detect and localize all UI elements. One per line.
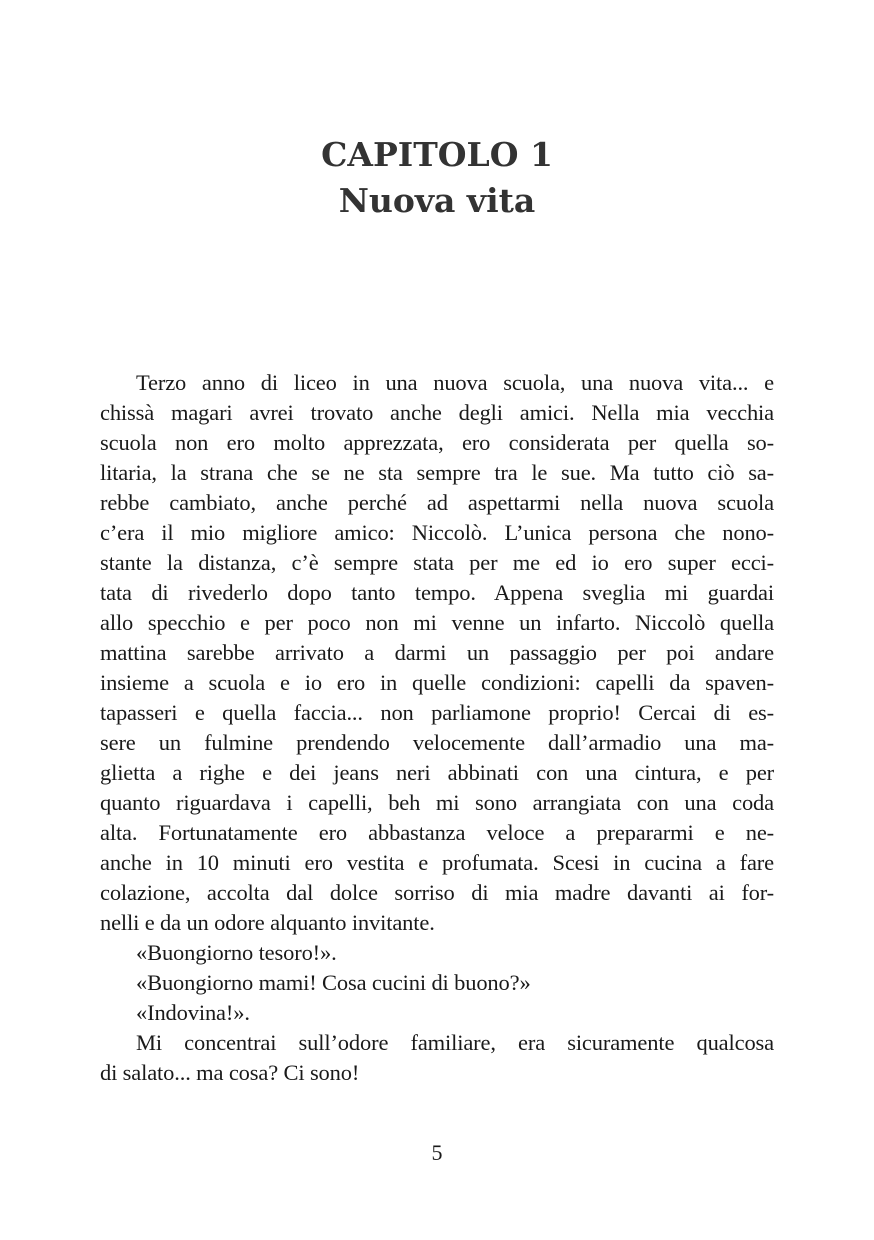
- text-line: Terzo anno di liceo in una nuova scuola, una nuova vita... e: [136, 370, 774, 395]
- text-line: Mi concentrai sull’odore familiare, era sicuramente qualcosa: [136, 1030, 774, 1055]
- text-line: glietta a righe e dei jeans neri abbinati con una cintura, e per: [100, 760, 774, 785]
- text-line: chissà magari avrei trovato anche degli amici. Nella mia vecchia: [100, 400, 774, 425]
- text-line: insieme a scuola e io ero in quelle condizioni: capelli da spaven-: [100, 670, 774, 695]
- text-line: quanto riguardava i capelli, beh mi sono arrangiata con una coda: [100, 790, 774, 815]
- text-line: mattina sarebbe arrivato a darmi un passaggio per poi andare: [100, 640, 774, 665]
- text-line: di salato... ma cosa? Ci sono!: [100, 1060, 360, 1085]
- dialogue-line: «Buongiorno mami! Cosa cucini di buono?»: [136, 970, 531, 995]
- text-line: colazione, accolta dal dolce sorriso di mia madre davanti ai for-: [100, 880, 774, 905]
- text-line: anche in 10 minuti ero vestita e profumata. Scesi in cucina a fare: [100, 850, 774, 875]
- text-line: stante la distanza, c’è sempre stata per me ed io ero super ecci-: [100, 550, 774, 575]
- text-line: litaria, la strana che se ne sta sempre tra le sue. Ma tutto ciò sa-: [100, 460, 774, 485]
- dialogue-line: «Buongiorno tesoro!».: [136, 940, 337, 965]
- text-line: tapasseri e quella faccia... non parliamone proprio! Cercai di es-: [100, 700, 774, 725]
- text-line: scuola non ero molto apprezzata, ero considerata per quella so-: [100, 430, 774, 455]
- chapter-label: CAPITOLO 1: [321, 135, 553, 174]
- text-line: allo specchio e per poco non mi venne un infarto. Niccolò quella: [100, 610, 774, 635]
- body-text: [100, 368, 774, 1088]
- text-line: alta. Fortunatamente ero abbastanza veloce a prepararmi e ne-: [100, 820, 774, 845]
- page-number: 5: [431, 1140, 443, 1165]
- dialogue-line: «Indovina!».: [136, 1000, 250, 1025]
- text-line: tata di rivederlo dopo tanto tempo. Appena sveglia mi guardai: [100, 580, 774, 605]
- chapter-heading: [0, 132, 874, 224]
- text-line: c’era il mio migliore amico: Niccolò. L’unica persona che nono-: [100, 520, 774, 545]
- chapter-title: Nuova vita: [338, 181, 536, 220]
- text-line: rebbe cambiato, anche perché ad aspettarmi nella nuova scuola: [100, 490, 774, 515]
- text-line: nelli e da un odore alquanto invitante.: [100, 910, 435, 935]
- text-line: sere un fulmine prendendo velocemente dall’armadio una ma-: [100, 730, 774, 755]
